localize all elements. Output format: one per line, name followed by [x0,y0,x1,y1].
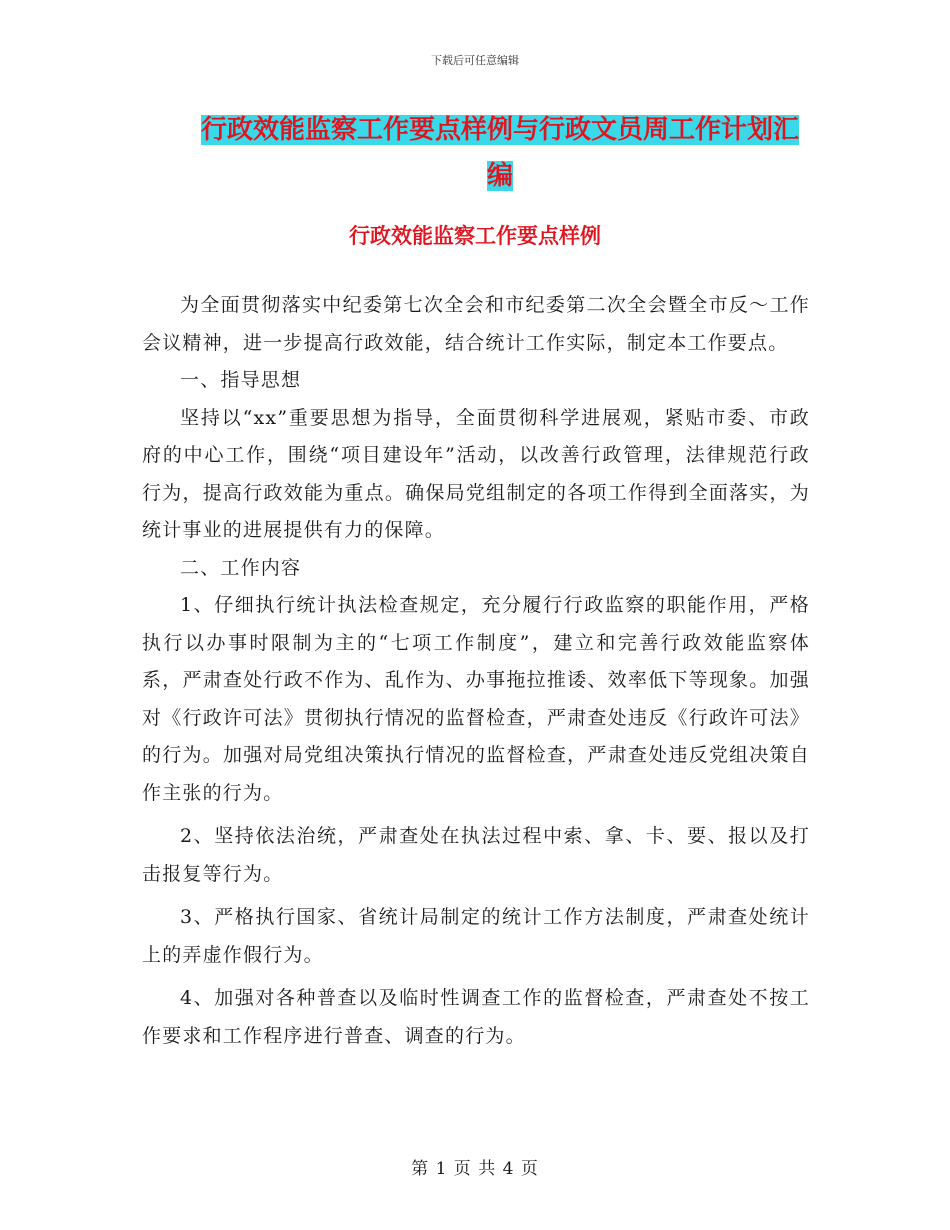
document-title-text: 行政效能监察工作要点样例与行政文员周工作计划汇编 [200,115,799,191]
page-footer: 第 1 页 共 4 页 [411,1159,539,1179]
section-title: 行政效能监察工作要点样例 [349,223,601,248]
work-item-3: 3、严格执行国家、省统计局制定的统计工作方法制度，严肃查处统计上的弄虚作假行为。 [142,906,810,966]
work-item-1: 1、仔细执行统计执法检查规定，充分履行行政监察的职能作用，严格执行以办事时限制为主的“七项工作制度”，建立和完善行政效能监察体系，严肃查处行政不作为、乱作为、办事拖拉推诿、效率低下等现象。加强对《行政许可法》贯彻执行情况的监督检查，严肃查处违反《行政许可法》的行为。加强对局党组决策执行情况的监督检查，严肃查处违反党组决策自作主张的行为。 [142,594,810,804]
heading-work-content: 二、工作内容 [180,556,302,579]
header-note: 下载后可任意编辑 [431,54,519,67]
document-body [142,287,810,1055]
intro-paragraph: 为全面贯彻落实中纪委第七次全会和市纪委第二次全会暨全市反～工作会议精神，进一步提高行政效能，结合统计工作实际，制定本工作要点。 [142,294,810,354]
work-item-2: 2、坚持依法治统，严肃查处在执法过程中索、拿、卡、要、报以及打击报复等行为。 [142,825,810,885]
work-item-4: 4、加强对各种普查以及临时性调查工作的监督检查，严肃查处不按工作要求和工作程序进行普查、调查的行为。 [142,987,810,1047]
guiding-thought-paragraph: 坚持以“xx”重要思想为指导，全面贯彻科学进展观，紧贴市委、市政府的中心工作，围绕“项目建设年”活动，以改善行政管理，法律规范行政行为，提高行政效能为重点。确保局党组制定的各项工作得到全面落实，为统计事业的进展提供有力的保障。 [142,406,810,541]
document-title [190,107,810,199]
heading-guiding-thought: 一、指导思想 [180,369,302,391]
